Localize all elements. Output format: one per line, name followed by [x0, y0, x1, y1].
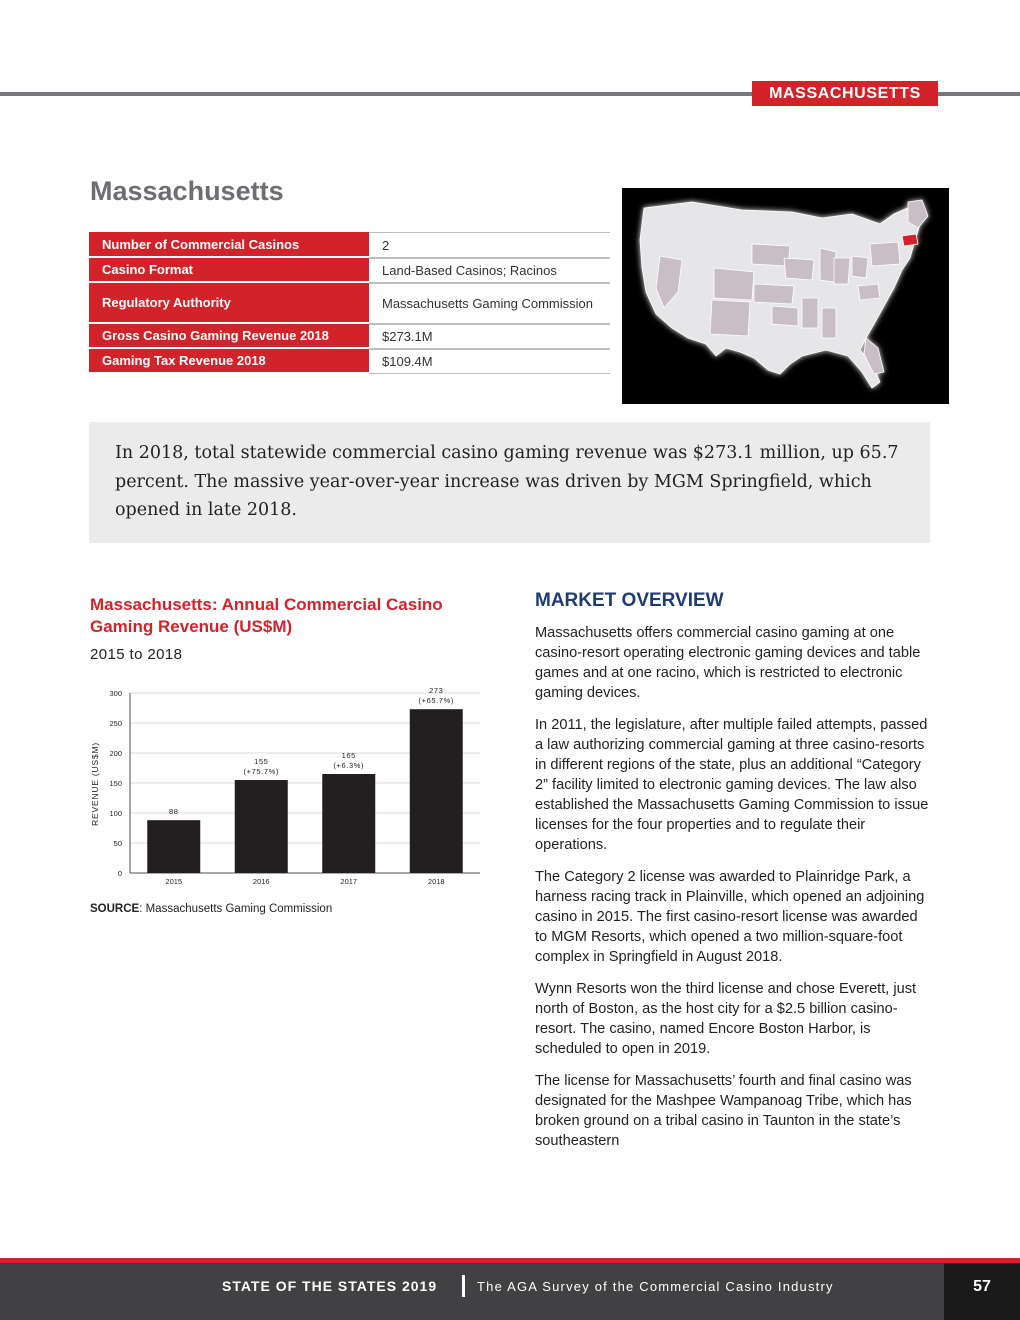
fact-label: Gaming Tax Revenue 2018 — [89, 349, 369, 374]
paragraph: Wynn Resorts won the third license and chose Everett, just north of Boston, as the host city for a $2.5 billion casino-resort. The casino, named Encore Boston Harbor, is scheduled to open in 2019. — [535, 981, 917, 1057]
y-tick-label: 50 — [113, 839, 122, 848]
page-number: 57 — [944, 1263, 1020, 1320]
bar-2015 — [147, 820, 200, 873]
fact-label: Gross Casino Gaming Revenue 2018 — [89, 324, 369, 349]
fact-label: Casino Format — [89, 258, 369, 283]
x-tick-label: 2017 — [340, 877, 358, 886]
paragraph: The Category 2 license was awarded to Plainridge Park, a harness racing track in Plainville, which opened an adjoining casino in 2015. The first casino-resort license was awarded to MGM Resorts, which opened a two million-square-foot complex in Springfield in August 2018. — [535, 869, 925, 965]
chart-source — [90, 903, 332, 915]
y-tick-label: 300 — [109, 689, 122, 698]
us-map-panel — [622, 188, 949, 404]
y-tick-label: 250 — [109, 719, 122, 728]
fact-row — [89, 349, 610, 374]
market-overview-body — [535, 623, 930, 1163]
source-text: : Massachusetts Gaming Commission — [139, 903, 333, 915]
data-label: 88 — [168, 807, 179, 817]
fact-label: Number of Commercial Casinos — [89, 232, 369, 258]
data-label: 165 — [341, 751, 356, 760]
page-title: Massachusetts — [90, 176, 284, 206]
footer-subtitle: The AGA Survey of the Commercial Casino Industry — [477, 1279, 834, 1294]
fact-value: Land-Based Casinos; Racinos — [369, 258, 610, 283]
paragraph: In 2011, the legislature, after multiple failed attempts, passed a law authorizing commercial gaming at three casino-resorts in different regions of the state, plus an additional “Category 2” facility limited to electronic gaming devices. The law also established the Massachusetts Gaming Commission to issue licenses for the four properties and to regulate their operations. — [535, 717, 929, 853]
facts-table — [89, 232, 610, 374]
fact-row — [89, 283, 610, 324]
state-tag: MASSACHUSETTS — [752, 81, 938, 106]
y-axis-label: REVENUE (US$M) — [90, 742, 100, 826]
x-tick-label: 2016 — [252, 877, 270, 886]
footer-divider — [462, 1275, 465, 1297]
chart-bars — [147, 709, 463, 873]
footer-publication-title: STATE OF THE STATES 2019 — [222, 1278, 438, 1294]
x-tick-label: 2018 — [427, 877, 445, 886]
y-tick-label: 100 — [109, 809, 122, 818]
bar-2017 — [322, 774, 375, 873]
paragraph: Massachusetts offers commercial casino gaming at one casino-resort operating electronic gaming devices and table games and at one racino, which is restricted to electronic gaming devices. — [535, 625, 921, 701]
fact-row — [89, 232, 610, 258]
fact-row — [89, 324, 610, 349]
bar-2016 — [235, 780, 288, 873]
revenue-bar-chart — [86, 682, 486, 892]
chart-title: Massachusetts: Annual Commercial Casino Gaming Revenue (US$M) — [90, 595, 443, 636]
market-overview-heading: MARKET OVERVIEW — [535, 590, 724, 611]
paragraph: The license for Massachusetts’ fourth and final casino was designated for the Mashpee Wampanoag Tribe, which has broken ground on a tribal casino in Taunton in the state’s southeastern — [535, 1073, 912, 1149]
x-tick-label: 2015 — [165, 877, 183, 886]
fact-value: 2 — [369, 232, 610, 258]
change-label: (+65.7%) — [418, 696, 454, 706]
y-tick-label: 0 — [117, 869, 122, 878]
data-label: 273 — [429, 686, 444, 696]
us-map-icon — [622, 188, 949, 404]
y-tick-label: 200 — [109, 749, 122, 758]
fact-label: Regulatory Authority — [89, 283, 369, 324]
chart-subtitle: 2015 to 2018 — [90, 646, 183, 663]
fact-value: $109.4M — [369, 349, 610, 374]
bar-2018 — [410, 709, 463, 873]
summary-callout: In 2018, total statewide commercial casino gaming revenue was $273.1 million, up 65.7 percent. The massive year-over-year increase was driven by MGM Springfield, which opened in late 2018. — [89, 422, 930, 543]
fact-value: Massachusetts Gaming Commission — [369, 283, 610, 324]
fact-row — [89, 258, 610, 283]
fact-value: $273.1M — [369, 324, 610, 349]
source-label: SOURCE — [90, 903, 140, 915]
y-tick-label: 150 — [109, 779, 122, 788]
data-label: 155 — [254, 757, 269, 766]
change-label: (+75.7%) — [243, 767, 279, 776]
change-label: (+6.3%) — [333, 761, 365, 770]
